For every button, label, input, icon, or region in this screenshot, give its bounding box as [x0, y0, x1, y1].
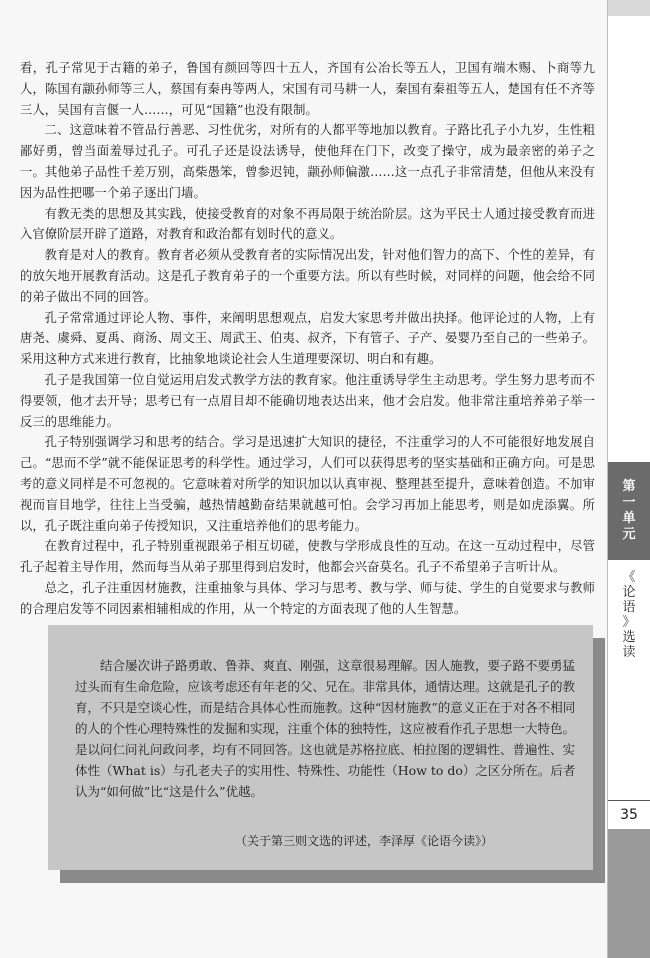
book-title-char: 读	[622, 645, 636, 660]
paragraph: 二、这意味着不管品行善恶、习性优劣，对所有的人都平等地加以教育。子路比孔子小九岁，生性粗鄙好勇，曾当面羞辱过孔子。可孔子还是设法诱导，使他拜在门下，改变了操守，成为最亲密的弟子之一。其他弟子品性千差万别，高柴愚笨，曾参迟钝，颛孙师偏激……这一点孔子非常清楚，但他从来没有因为品性把哪一个弟子逐出门墙。	[20, 123, 595, 200]
commentary-paragraph: 结合屡次讲子路勇敢、鲁莽、爽直、刚强，这章很易理解。因人施教，要子路不要勇猛过头而有生命危险，应该考虑还有年老的父、兄在。非常具体，通情达理。这就是孔子的教育，不只是空谈心性，而是结合具体心性而施教。这种“因材施教”的意义正在于对各不相同的人的个性心理特殊性的发掘和实现，注重个体的独特性，这应被看作孔子思想一大特色。是以问仁问礼问政问孝，均有不同回答。这也就是苏格拉底、柏拉图的逻辑性、普遍性、实体性（What is）与孔老夫子的实用性、特殊性、功能性（How to do）之区分所在。后者认为“如何做”比“这是什么”优越。	[75, 658, 576, 799]
unit-label-char: 单	[622, 511, 636, 526]
book-title-char: 语	[622, 600, 636, 615]
paragraph: 教育是对人的教育。教育者必须从受教育者的实际情况出发，针对他们智力的高下、个性的差异，有的放矢地开展教育活动。这是孔子教育弟子的一个重要方法。所以有些时候，对同样的问题，他会给不同的弟子做出不同的回答。	[20, 248, 595, 304]
main-text	[20, 58, 595, 620]
paragraph: 看，孔子常见于古籍的弟子，鲁国有颜回等四十五人，齐国有公冶长等五人，卫国有端木赐、卜商等九人，陈国有颛孙师等三人，蔡国有秦冉等两人，宋国有司马耕一人，秦国有秦祖等五人，楚国有任不齐等三人，吴国有言偃一人……，可见“国籍”也没有限制。	[20, 61, 595, 117]
side-strip-top-band	[608, 0, 650, 16]
unit-label-box	[608, 462, 650, 560]
side-strip-bottom-band	[608, 828, 650, 958]
book-title-vertical	[618, 570, 640, 660]
paragraph: 总之，孔子注重因材施教，注重抽象与具体、学习与思考、教与学、师与徒、学生的自觉要求与教师的合理启发等不同因素相辅相成的作用，从一个特定的方面表现了他的人生智慧。	[20, 580, 595, 616]
paragraph: 在教育过程中，孔子特别重视跟弟子相互切磋，使教与学形成良性的互动。在这一互动过程中，尽管孔子起着主导作用，然而每当从弟子那里得到启发时，他都会兴奋莫名。孔子不希望弟子言听计从。	[20, 539, 595, 575]
paragraph: 孔子特别强调学习和思考的结合。学习是迅速扩大知识的捷径，不注重学习的人不可能很好地发展自己。“思而不学”就不能保证思考的科学性。通过学习，人们可以获得思考的坚实基础和正确方向。可是思考的意义同样是不可忽视的。它意味着对所学的知识加以认真审视、整理甚至提升，意味着创造。不加审视而盲目地学，往往上当受骗，越热情越勤奋结果就越可怕。会学习再加上能思考，则是如虎添翼。所以，孔子既注重向弟子传授知识，又注重培养他们的思考能力。	[20, 435, 595, 533]
book-title-char: 论	[622, 585, 636, 600]
book-title-char: 《	[622, 570, 636, 585]
paragraph: 孔子常常通过评论人物、事件，来阐明思想观点，启发大家思考并做出抉择。他评论过的人物，上有唐尧、虞舜、夏禹、商汤、周文王、周武王、伯夷、叔齐，下有管子、子产、晏婴乃至自己的一些弟子。采用这种方式来进行教育，比抽象地谈论社会人生道理要深切、明白和有趣。	[20, 310, 595, 367]
unit-label-char: 一	[622, 495, 636, 510]
commentary-text	[75, 655, 585, 802]
book-title-char: 》	[622, 615, 636, 630]
paragraph: 孔子是我国第一位自觉运用启发式教学方法的教育家。他注重诱导学生主动思考。学生努力思考而不得要领，他才去开导；思考已有一点眉目却不能确切地表达出来，他才会启发。他非常注重培养弟子举一反三的思维能力。	[20, 372, 595, 429]
commentary-source: （关于第三则文选的评述，李泽厚《论语今读》）	[235, 834, 494, 848]
page-number: 35	[608, 800, 650, 829]
unit-label-char: 第	[622, 479, 636, 494]
paragraph: 有教无类的思想及其实践，使接受教育的对象不再局限于统治阶层。这为平民士人通过接受教育而进入官僚阶层开辟了道路，对教育和政治都有划时代的意义。	[20, 206, 595, 242]
unit-label-char: 元	[622, 527, 636, 542]
book-title-char: 选	[622, 630, 636, 645]
